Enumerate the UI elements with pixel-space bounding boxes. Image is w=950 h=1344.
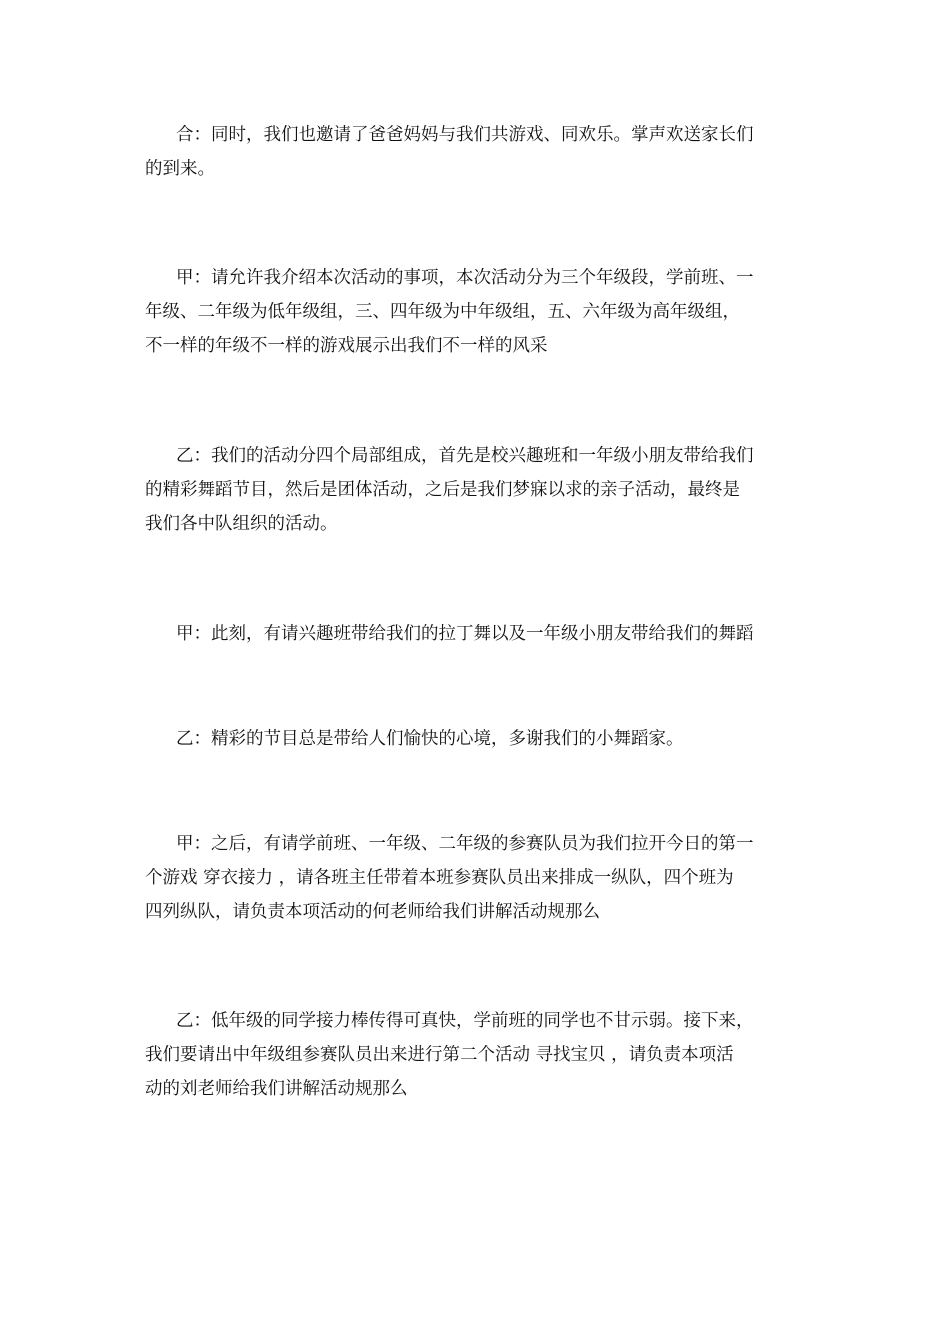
text-line: 甲：此刻，有请兴趣班带给我们的拉丁舞以及一年级小朋友带给我们的舞蹈 — [176, 624, 754, 644]
text-line: 年级、二年级为低年级组，三、四年级为中年级组，五、六年级为高年级组， — [145, 302, 740, 322]
paragraph-yi-activity-parts — [145, 439, 809, 541]
paragraph-jia-dance-invite — [145, 617, 809, 651]
text-line: 甲：请允许我介绍本次活动的事项，本次活动分为三个年级段，学前班、一 — [176, 268, 754, 288]
paragraph-yi-second-game — [145, 1004, 809, 1106]
text-line: 甲：之后，有请学前班、一年级、二年级的参赛队员为我们拉开今日的第一 — [176, 834, 754, 854]
text-line: 的精彩舞蹈节目，然后是团体活动，之后是我们梦寐以求的亲子活动，最终是 — [145, 480, 740, 500]
text-line: 合：同时，我们也邀请了爸爸妈妈与我们共游戏、同欢乐。掌声欢送家长们 — [176, 125, 754, 145]
text-line: 四列纵队，请负责本项活动的何老师给我们讲解活动规那么 — [145, 902, 600, 922]
text-line: 乙：精彩的节目总是带给人们愉快的心境，多谢我们的小舞蹈家。 — [176, 729, 684, 749]
text-line: 乙：低年级的同学接力棒传得可真快，学前班的同学也不甘示弱。接下来， — [176, 1011, 754, 1031]
paragraph-he-welcome-parents — [145, 118, 809, 186]
text-line: 乙：我们的活动分四个局部组成，首先是校兴趣班和一年级小朋友带给我们 — [176, 446, 754, 466]
text-line: 个游戏 穿衣接力 ，请各班主任带着本班参赛队员出来排成一纵队，四个班为 — [145, 868, 734, 888]
paragraph-yi-thanks-dancers — [145, 722, 809, 756]
paragraph-jia-first-game — [145, 827, 809, 929]
text-line: 动的刘老师给我们讲解活动规那么 — [145, 1079, 408, 1099]
text-line: 的到来。 — [145, 159, 215, 179]
paragraph-jia-introduction — [145, 261, 809, 363]
text-line: 不一样的年级不一样的游戏展示出我们不一样的风采 — [145, 336, 548, 356]
text-line: 我们要请出中年级组参赛队员出来进行第二个活动 寻找宝贝 ，请负责本项活 — [145, 1045, 734, 1065]
text-line: 我们各中队组织的活动。 — [145, 514, 338, 534]
